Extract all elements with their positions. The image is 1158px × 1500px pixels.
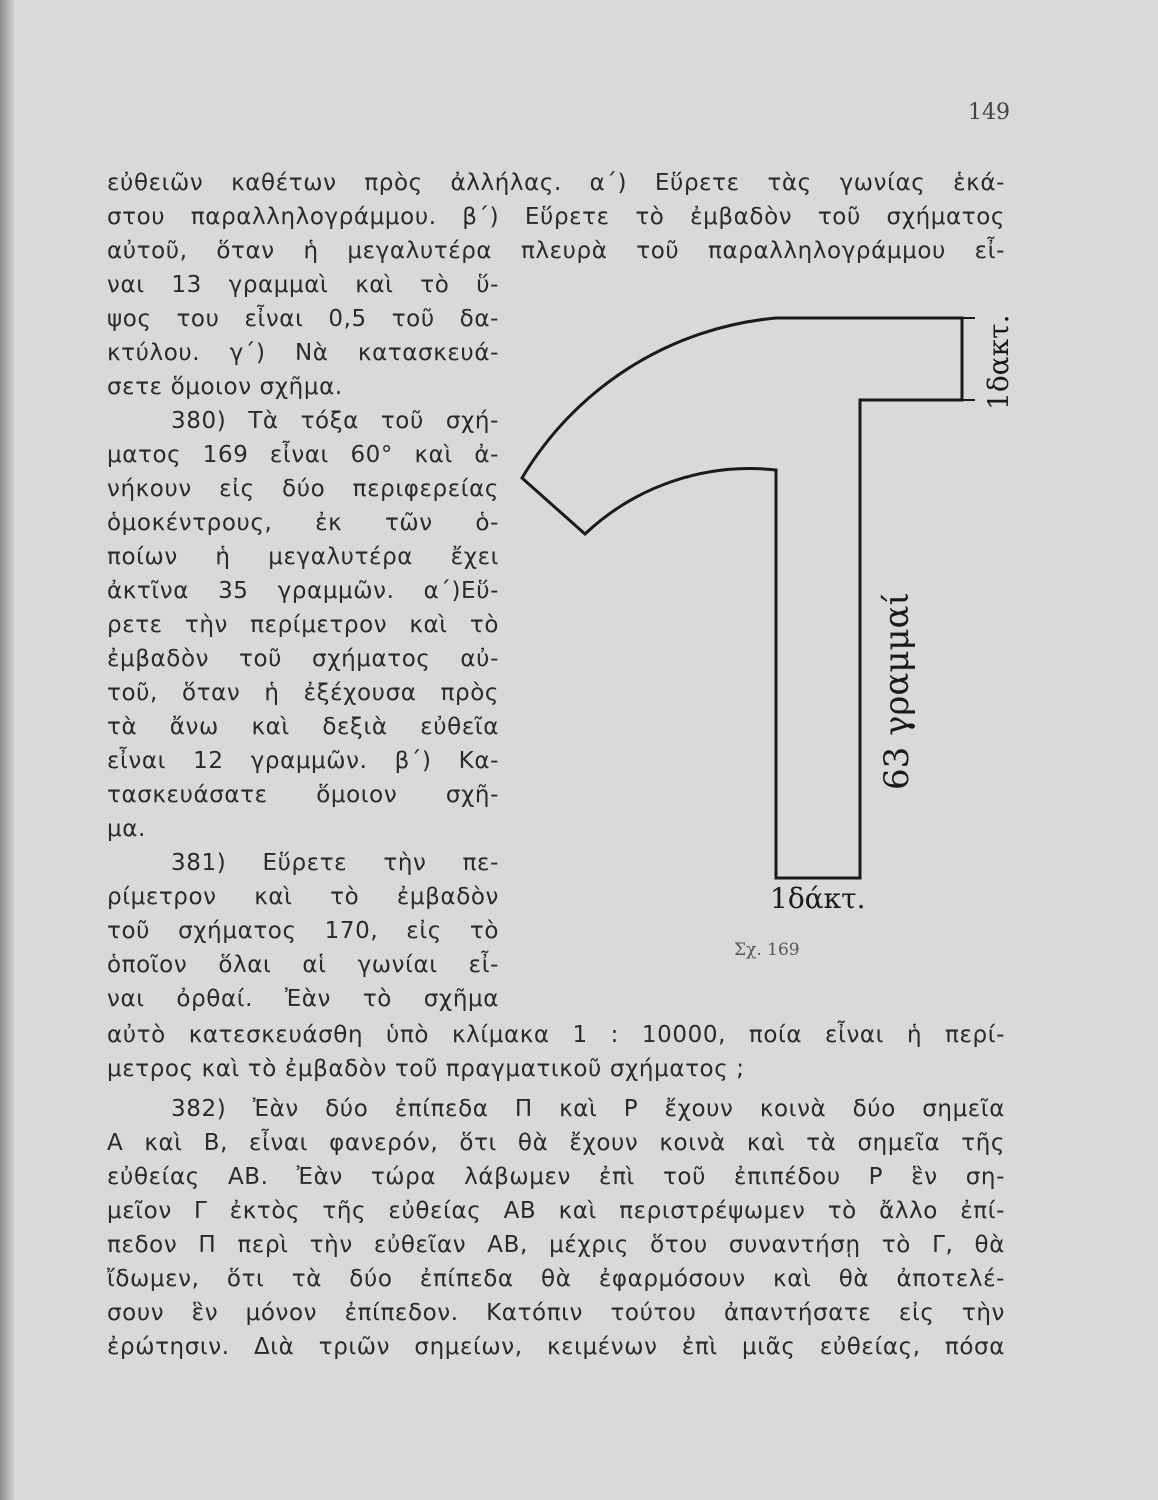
text-line: ποίων ἡ μεγαλυτέρα ἔχει xyxy=(107,544,499,570)
label-length: 63 γραμμαί xyxy=(877,592,917,790)
text-line: ρετε τὴν περίμετρον καὶ τὸ xyxy=(107,612,499,638)
text-line: τοῦ σχήματος 170, εἰς τὸ xyxy=(107,918,499,944)
text-line: 381) Εὕρετε τὴν πε- xyxy=(171,850,499,876)
text-line: ὁμοκέντρους, ἐκ τῶν ὁ- xyxy=(107,510,499,536)
text-line: ψος του εἶναι 0,5 τοῦ δα- xyxy=(107,306,499,332)
text-line: Α καὶ Β, εἶναι φανερόν, ὅτι θὰ ἔχουν κοινὰ καὶ τὰ σημεῖα τῆς xyxy=(107,1130,1005,1156)
text-line: μεῖον Γ ἐκτὸς τῆς εὐθείας ΑΒ καὶ περιστρέψωμεν τὸ ἄλλο ἐπί- xyxy=(107,1198,1005,1224)
text-line: ἴδωμεν, ὅτι τὰ δύο ἐπίπεδα θὰ ἐφαρμόσουν καὶ θὰ ἀποτελέ- xyxy=(107,1266,1005,1292)
text-line: 382) Ἐὰν δύο ἐπίπεδα Π καὶ Ρ ἔχουν κοινὰ δύο σημεῖα xyxy=(171,1096,1005,1122)
text-line: εὐθείας ΑΒ. Ἐὰν τώρα λάβωμεν ἐπὶ τοῦ ἐπιπέδου Ρ ἓν ση- xyxy=(107,1164,1005,1190)
text-line: ἐρώτησιν. Διὰ τριῶν σημείων, κειμένων ἐπὶ μιᾶς εὐθείας, πόσα xyxy=(107,1334,1005,1360)
text-line: εὐθειῶν καθέτων πρὸς ἀλλήλας. α΄) Εὕρετε τὰς γωνίας ἑκά- xyxy=(107,170,1005,196)
text-line: ναι 13 γραμμαὶ καὶ τὸ ὕ- xyxy=(107,272,499,298)
text-line: εἶναι 12 γραμμῶν. β΄) Κα- xyxy=(107,748,499,774)
text-line: τὰ ἄνω καὶ δεξιὰ εὐθεῖα xyxy=(107,714,499,740)
text-line: αὐτὸ κατεσκευάσθη ὑπὸ κλίμακα 1 : 10000, ποία εἶναι ἡ περί- xyxy=(107,1022,1005,1048)
text-line: αὐτοῦ, ὅταν ἡ μεγαλυτέρα πλευρὰ τοῦ παραλληλογράμμου εἶ- xyxy=(107,238,1005,264)
text-line: ναι ὀρθαί. Ἐὰν τὸ σχῆμα xyxy=(107,986,499,1012)
label-side: 1δακτ. xyxy=(982,314,1015,410)
text-line: στου παραλληλογράμμου. β΄) Εὕρετε τὸ ἐμβαδὸν τοῦ σχήματος xyxy=(107,204,1005,230)
text-line: ρίμετρον καὶ τὸ ἐμβαδὸν xyxy=(107,884,499,910)
text-line: τοῦ, ὅταν ἡ ἐξέχουσα πρὸς xyxy=(107,680,499,706)
label-bottom: 1δάκτ. xyxy=(770,882,866,915)
text-line: ματος 169 εἶναι 60° καὶ ἀ- xyxy=(107,442,499,468)
text-line: τασκευάσατε ὅμοιον σχῆ- xyxy=(107,782,499,808)
text-line: πεδον Π περὶ τὴν εὐθεῖαν ΑΒ, μέχρις ὅτου συναντήσῃ τὸ Γ, θὰ xyxy=(107,1232,1005,1258)
text-line: 380) Τὰ τόξα τοῦ σχή- xyxy=(171,408,499,434)
text-line: σουν ἓν μόνον ἐπίπεδον. Κατόπιν τούτου ἀπαντήσατε εἰς τὴν xyxy=(107,1300,1005,1326)
text-line: ἐμβαδὸν τοῦ σχήματος αὐ- xyxy=(107,646,499,672)
text-line: ὁποῖον ὅλαι αἱ γωνίαι εἶ- xyxy=(107,952,499,978)
text-line: μα. xyxy=(107,816,146,842)
text-line: κτύλου. γ΄) Νὰ κατασκευά- xyxy=(107,340,499,366)
text-line: ἀκτῖνα 35 γραμμῶν. α΄)Εὕ- xyxy=(107,578,499,604)
text-line: μετρος καὶ τὸ ἐμβαδὸν τοῦ πραγματικοῦ σχήματος ; xyxy=(107,1056,745,1082)
text-line: νήκουν εἰς δύο περιφερείας xyxy=(107,476,499,502)
page-number: 149 xyxy=(968,100,1010,125)
figure-caption: Σχ. 169 xyxy=(734,940,800,960)
text-line: σετε ὅμοιον σχῆμα. xyxy=(107,374,343,400)
